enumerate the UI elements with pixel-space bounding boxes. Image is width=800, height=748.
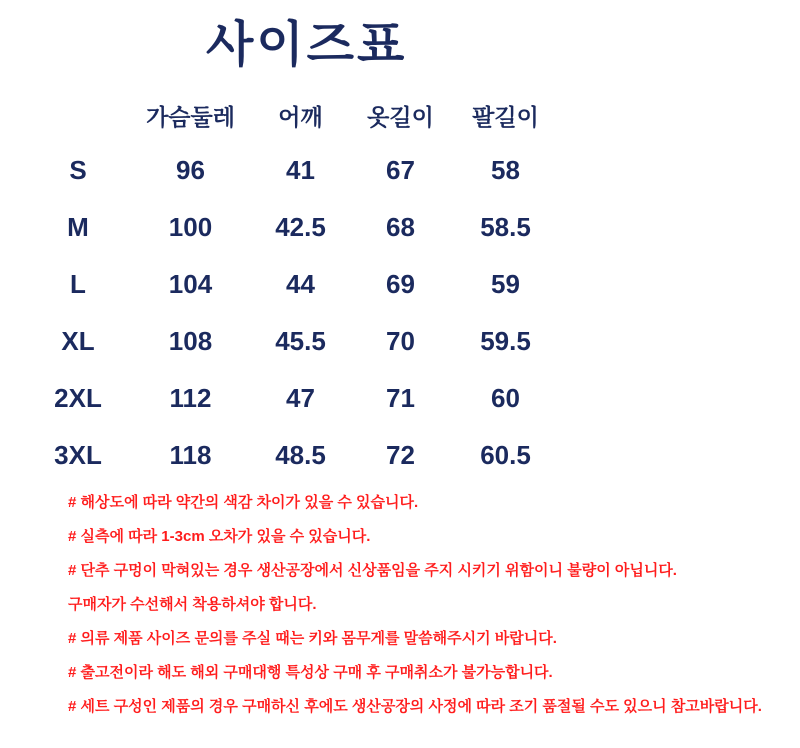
size-table <box>28 88 558 484</box>
note-line: # 해상도에 따라 약간의 색감 차이가 있을 수 있습니다. <box>68 494 419 511</box>
notes-section <box>68 486 762 724</box>
shoulder-value: 47 <box>286 383 315 413</box>
sleeve-value: 59 <box>491 269 520 299</box>
note-line: # 실측에 따라 1-3cm 오차가 있을 수 있습니다. <box>68 528 371 545</box>
note-line: # 출고전이라 해도 해외 구매대행 특성상 구매 후 구매취소가 불가능합니다. <box>68 664 553 681</box>
note-line: 구매자가 수선해서 착용하셔야 합니다. <box>68 596 317 613</box>
chest-value: 108 <box>168 326 213 356</box>
shoulder-value: 42.5 <box>275 212 326 242</box>
length-value: 69 <box>386 269 415 299</box>
table-row <box>28 313 558 370</box>
length-value: 70 <box>386 326 415 356</box>
table-row <box>28 199 558 256</box>
table-row <box>28 370 558 427</box>
chest-value: 112 <box>169 383 212 413</box>
length-value: 72 <box>386 440 415 470</box>
column-header-length: 옷길이 <box>367 103 434 130</box>
page-title: 사이즈표 <box>206 18 408 72</box>
chest-value: 104 <box>168 269 213 299</box>
table-row <box>28 142 558 199</box>
chest-value: 118 <box>169 440 212 470</box>
size-label: L <box>70 269 86 299</box>
size-column-header <box>28 88 128 142</box>
chest-value: 96 <box>176 155 205 185</box>
column-header-chest: 가슴둘레 <box>146 103 235 130</box>
column-header-sleeve: 팔길이 <box>472 103 539 130</box>
length-value: 68 <box>386 212 415 242</box>
note-line: # 의류 제품 사이즈 문의를 주실 때는 키와 몸무게를 말씀해주시기 바랍니다. <box>68 630 557 647</box>
table-header-row <box>28 88 558 142</box>
length-value: 71 <box>386 383 415 413</box>
note-line: # 세트 구성인 제품의 경우 구매하신 후에도 생산공장의 사정에 따라 조기 품절될 수도 있으니 참고바랍니다. <box>68 698 762 715</box>
size-label: 3XL <box>54 440 102 470</box>
sleeve-value: 58.5 <box>480 212 531 242</box>
shoulder-value: 41 <box>286 155 315 185</box>
shoulder-value: 45.5 <box>275 326 326 356</box>
size-label: 2XL <box>54 383 102 413</box>
sleeve-value: 59.5 <box>480 326 531 356</box>
table-row <box>28 427 558 484</box>
column-header-shoulder: 어깨 <box>278 103 323 130</box>
sleeve-value: 60.5 <box>480 440 531 470</box>
length-value: 67 <box>386 155 415 185</box>
table-row <box>28 256 558 313</box>
size-label: S <box>69 155 87 185</box>
sleeve-value: 60 <box>491 383 520 413</box>
shoulder-value: 44 <box>286 269 315 299</box>
chest-value: 100 <box>168 212 213 242</box>
size-label: M <box>67 212 89 242</box>
size-label: XL <box>61 326 95 356</box>
sleeve-value: 58 <box>491 155 520 185</box>
shoulder-value: 48.5 <box>275 440 326 470</box>
note-line: # 단추 구멍이 막혀있는 경우 생산공장에서 신상품임을 주지 시키기 위함이니 불량이 아닙니다. <box>68 562 677 579</box>
